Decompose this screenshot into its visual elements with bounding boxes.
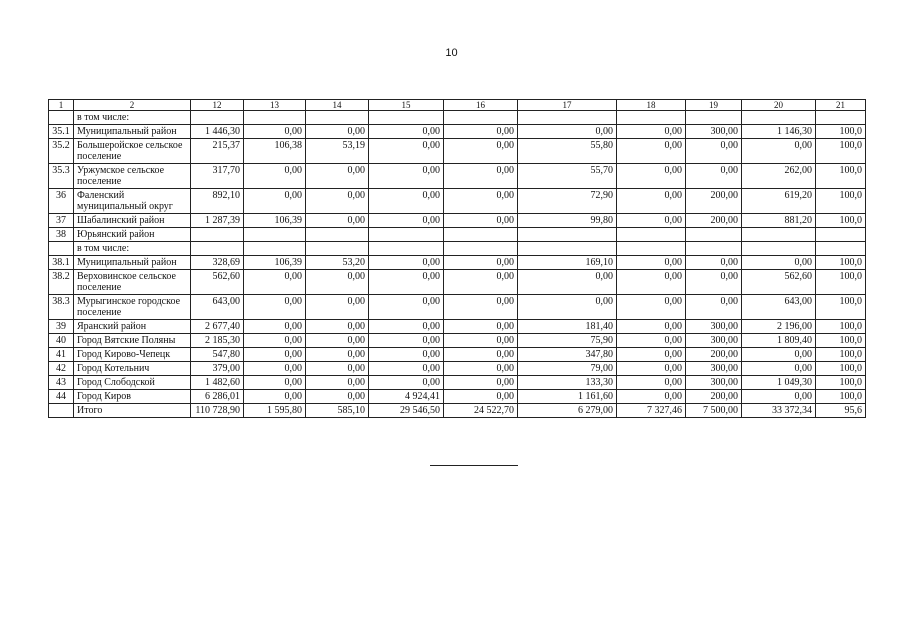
value-cell: 0,00 bbox=[244, 189, 306, 214]
value-cell: 547,80 bbox=[191, 348, 244, 362]
value-cell: 0,00 bbox=[244, 348, 306, 362]
value-cell: 0,00 bbox=[306, 295, 369, 320]
value-cell: 0,00 bbox=[518, 270, 617, 295]
value-cell: 300,00 bbox=[686, 376, 742, 390]
column-header: 1 bbox=[49, 100, 74, 111]
value-cell: 133,30 bbox=[518, 376, 617, 390]
value-cell bbox=[617, 228, 686, 242]
row-index-cell: 38.1 bbox=[49, 256, 74, 270]
value-cell bbox=[369, 111, 444, 125]
value-cell: 0,00 bbox=[444, 348, 518, 362]
value-cell: 0,00 bbox=[369, 256, 444, 270]
value-cell: 100,0 bbox=[816, 320, 866, 334]
row-name-cell: Город Киров bbox=[74, 390, 191, 404]
value-cell: 0,00 bbox=[369, 348, 444, 362]
value-cell: 0,00 bbox=[617, 376, 686, 390]
value-cell bbox=[191, 228, 244, 242]
value-cell: 0,00 bbox=[369, 376, 444, 390]
value-cell: 0,00 bbox=[444, 125, 518, 139]
column-header: 19 bbox=[686, 100, 742, 111]
value-cell: 0,00 bbox=[444, 295, 518, 320]
row-name-cell: в том числе: bbox=[74, 111, 191, 125]
value-cell: 99,80 bbox=[518, 214, 617, 228]
table-row bbox=[49, 334, 866, 348]
value-cell: 892,10 bbox=[191, 189, 244, 214]
value-cell: 0,00 bbox=[244, 295, 306, 320]
value-cell bbox=[306, 242, 369, 256]
value-cell: 585,10 bbox=[306, 404, 369, 418]
value-cell: 181,40 bbox=[518, 320, 617, 334]
value-cell: 100,0 bbox=[816, 390, 866, 404]
value-cell: 100,0 bbox=[816, 348, 866, 362]
value-cell: 0,00 bbox=[369, 125, 444, 139]
row-name-cell: Большеройское сельское поселение bbox=[74, 139, 191, 164]
row-index-cell: 37 bbox=[49, 214, 74, 228]
table-row bbox=[49, 189, 866, 214]
column-header: 12 bbox=[191, 100, 244, 111]
value-cell: 53,19 bbox=[306, 139, 369, 164]
value-cell: 55,70 bbox=[518, 164, 617, 189]
value-cell bbox=[518, 111, 617, 125]
value-cell: 0,00 bbox=[444, 320, 518, 334]
value-cell bbox=[191, 111, 244, 125]
value-cell: 328,69 bbox=[191, 256, 244, 270]
row-name-cell: Муниципальный район bbox=[74, 256, 191, 270]
value-cell: 0,00 bbox=[617, 334, 686, 348]
value-cell bbox=[742, 111, 816, 125]
value-cell: 643,00 bbox=[191, 295, 244, 320]
row-name-cell: Фаленский муниципальный округ bbox=[74, 189, 191, 214]
value-cell: 0,00 bbox=[444, 334, 518, 348]
value-cell: 0,00 bbox=[617, 139, 686, 164]
row-name-cell: Город Кирово-Чепецк bbox=[74, 348, 191, 362]
value-cell bbox=[617, 111, 686, 125]
value-cell: 0,00 bbox=[306, 214, 369, 228]
value-cell: 2 196,00 bbox=[742, 320, 816, 334]
value-cell: 0,00 bbox=[686, 270, 742, 295]
value-cell: 0,00 bbox=[617, 270, 686, 295]
value-cell bbox=[686, 228, 742, 242]
value-cell: 1 482,60 bbox=[191, 376, 244, 390]
row-index-cell: 44 bbox=[49, 390, 74, 404]
value-cell: 2 185,30 bbox=[191, 334, 244, 348]
value-cell: 0,00 bbox=[617, 390, 686, 404]
value-cell: 0,00 bbox=[617, 256, 686, 270]
row-index-cell: 38.2 bbox=[49, 270, 74, 295]
value-cell bbox=[816, 242, 866, 256]
value-cell: 6 279,00 bbox=[518, 404, 617, 418]
value-cell bbox=[306, 111, 369, 125]
value-cell: 7 500,00 bbox=[686, 404, 742, 418]
value-cell bbox=[369, 228, 444, 242]
row-index-cell: 42 bbox=[49, 362, 74, 376]
value-cell: 0,00 bbox=[306, 125, 369, 139]
row-index-cell: 43 bbox=[49, 376, 74, 390]
column-header: 20 bbox=[742, 100, 816, 111]
row-index-cell bbox=[49, 404, 74, 418]
value-cell: 106,39 bbox=[244, 256, 306, 270]
value-cell: 0,00 bbox=[306, 164, 369, 189]
column-header: 13 bbox=[244, 100, 306, 111]
value-cell: 2 677,40 bbox=[191, 320, 244, 334]
value-cell: 100,0 bbox=[816, 139, 866, 164]
value-cell: 262,00 bbox=[742, 164, 816, 189]
value-cell: 1 287,39 bbox=[191, 214, 244, 228]
table-row bbox=[49, 270, 866, 295]
table-row bbox=[49, 125, 866, 139]
value-cell bbox=[444, 242, 518, 256]
value-cell bbox=[686, 111, 742, 125]
row-name-cell: Верховинское сельское поселение bbox=[74, 270, 191, 295]
table-row bbox=[49, 214, 866, 228]
value-cell: 0,00 bbox=[369, 334, 444, 348]
value-cell: 0,00 bbox=[306, 334, 369, 348]
row-name-cell: Уржумское сельское поселение bbox=[74, 164, 191, 189]
value-cell: 0,00 bbox=[244, 125, 306, 139]
value-cell: 643,00 bbox=[742, 295, 816, 320]
value-cell: 0,00 bbox=[617, 348, 686, 362]
row-name-cell: Город Котельнич bbox=[74, 362, 191, 376]
value-cell: 1 809,40 bbox=[742, 334, 816, 348]
value-cell: 881,20 bbox=[742, 214, 816, 228]
value-cell: 200,00 bbox=[686, 189, 742, 214]
value-cell: 300,00 bbox=[686, 362, 742, 376]
value-cell: 0,00 bbox=[244, 376, 306, 390]
table-row bbox=[49, 404, 866, 418]
column-header: 17 bbox=[518, 100, 617, 111]
row-index-cell bbox=[49, 111, 74, 125]
table-row bbox=[49, 348, 866, 362]
value-cell bbox=[518, 228, 617, 242]
row-name-cell: Шабалинский район bbox=[74, 214, 191, 228]
value-cell: 0,00 bbox=[617, 320, 686, 334]
value-cell: 0,00 bbox=[617, 362, 686, 376]
value-cell: 347,80 bbox=[518, 348, 617, 362]
value-cell: 0,00 bbox=[369, 214, 444, 228]
table-row bbox=[49, 164, 866, 189]
value-cell: 169,10 bbox=[518, 256, 617, 270]
row-index-cell: 40 bbox=[49, 334, 74, 348]
value-cell bbox=[244, 242, 306, 256]
value-cell: 0,00 bbox=[617, 214, 686, 228]
value-cell: 0,00 bbox=[686, 164, 742, 189]
column-header: 16 bbox=[444, 100, 518, 111]
column-header: 2 bbox=[74, 100, 191, 111]
value-cell: 106,39 bbox=[244, 214, 306, 228]
value-cell: 75,90 bbox=[518, 334, 617, 348]
value-cell: 0,00 bbox=[742, 348, 816, 362]
value-cell: 100,0 bbox=[816, 125, 866, 139]
value-cell: 0,00 bbox=[369, 295, 444, 320]
value-cell: 0,00 bbox=[306, 362, 369, 376]
value-cell bbox=[742, 228, 816, 242]
value-cell: 562,60 bbox=[191, 270, 244, 295]
value-cell: 0,00 bbox=[444, 214, 518, 228]
value-cell: 0,00 bbox=[444, 270, 518, 295]
value-cell bbox=[742, 242, 816, 256]
value-cell: 0,00 bbox=[617, 125, 686, 139]
value-cell: 0,00 bbox=[244, 164, 306, 189]
value-cell: 100,0 bbox=[816, 295, 866, 320]
value-cell bbox=[191, 242, 244, 256]
value-cell: 100,0 bbox=[816, 256, 866, 270]
value-cell: 300,00 bbox=[686, 320, 742, 334]
value-cell: 0,00 bbox=[369, 164, 444, 189]
value-cell: 53,20 bbox=[306, 256, 369, 270]
value-cell: 0,00 bbox=[617, 189, 686, 214]
value-cell: 7 327,46 bbox=[617, 404, 686, 418]
value-cell: 0,00 bbox=[306, 270, 369, 295]
value-cell: 72,90 bbox=[518, 189, 617, 214]
table-row bbox=[49, 376, 866, 390]
value-cell bbox=[444, 228, 518, 242]
table-header-row bbox=[49, 100, 866, 111]
row-index-cell: 41 bbox=[49, 348, 74, 362]
table-row bbox=[49, 390, 866, 404]
value-cell: 200,00 bbox=[686, 390, 742, 404]
value-cell: 1 146,30 bbox=[742, 125, 816, 139]
row-name-cell: Город Вятские Поляны bbox=[74, 334, 191, 348]
value-cell: 0,00 bbox=[244, 362, 306, 376]
value-cell: 100,0 bbox=[816, 376, 866, 390]
value-cell: 4 924,41 bbox=[369, 390, 444, 404]
value-cell: 0,00 bbox=[369, 189, 444, 214]
row-name-cell: Муниципальный район bbox=[74, 125, 191, 139]
value-cell: 200,00 bbox=[686, 214, 742, 228]
table-body bbox=[49, 111, 866, 418]
value-cell: 100,0 bbox=[816, 362, 866, 376]
table-row bbox=[49, 139, 866, 164]
value-cell: 215,37 bbox=[191, 139, 244, 164]
row-name-cell: Яранский район bbox=[74, 320, 191, 334]
value-cell: 0,00 bbox=[617, 164, 686, 189]
value-cell: 0,00 bbox=[306, 320, 369, 334]
value-cell: 24 522,70 bbox=[444, 404, 518, 418]
value-cell: 1 446,30 bbox=[191, 125, 244, 139]
data-table bbox=[48, 99, 866, 418]
value-cell: 100,0 bbox=[816, 189, 866, 214]
row-index-cell: 38 bbox=[49, 228, 74, 242]
value-cell: 0,00 bbox=[518, 125, 617, 139]
value-cell: 95,6 bbox=[816, 404, 866, 418]
value-cell bbox=[369, 242, 444, 256]
value-cell: 0,00 bbox=[244, 270, 306, 295]
value-cell: 619,20 bbox=[742, 189, 816, 214]
value-cell: 0,00 bbox=[686, 295, 742, 320]
value-cell: 1 049,30 bbox=[742, 376, 816, 390]
value-cell: 0,00 bbox=[369, 270, 444, 295]
value-cell: 0,00 bbox=[742, 256, 816, 270]
value-cell: 0,00 bbox=[742, 362, 816, 376]
value-cell: 0,00 bbox=[444, 390, 518, 404]
value-cell: 100,0 bbox=[816, 334, 866, 348]
value-cell: 6 286,01 bbox=[191, 390, 244, 404]
column-header: 14 bbox=[306, 100, 369, 111]
row-index-cell: 35.3 bbox=[49, 164, 74, 189]
table-row bbox=[49, 256, 866, 270]
value-cell: 379,00 bbox=[191, 362, 244, 376]
row-index-cell: 39 bbox=[49, 320, 74, 334]
value-cell bbox=[816, 228, 866, 242]
value-cell: 0,00 bbox=[444, 376, 518, 390]
value-cell: 1 161,60 bbox=[518, 390, 617, 404]
row-index-cell bbox=[49, 242, 74, 256]
column-header: 18 bbox=[617, 100, 686, 111]
row-index-cell: 36 bbox=[49, 189, 74, 214]
value-cell: 0,00 bbox=[244, 390, 306, 404]
value-cell: 0,00 bbox=[686, 256, 742, 270]
value-cell: 562,60 bbox=[742, 270, 816, 295]
value-cell: 100,0 bbox=[816, 214, 866, 228]
value-cell: 110 728,90 bbox=[191, 404, 244, 418]
value-cell: 0,00 bbox=[306, 390, 369, 404]
value-cell bbox=[518, 242, 617, 256]
value-cell: 100,0 bbox=[816, 270, 866, 295]
row-name-cell: Юрьянский район bbox=[74, 228, 191, 242]
value-cell: 0,00 bbox=[369, 362, 444, 376]
value-cell: 0,00 bbox=[444, 164, 518, 189]
value-cell: 317,70 bbox=[191, 164, 244, 189]
column-header: 21 bbox=[816, 100, 866, 111]
table-row bbox=[49, 295, 866, 320]
value-cell: 0,00 bbox=[742, 139, 816, 164]
value-cell: 29 546,50 bbox=[369, 404, 444, 418]
row-index-cell: 38.3 bbox=[49, 295, 74, 320]
value-cell: 106,38 bbox=[244, 139, 306, 164]
table-row bbox=[49, 111, 866, 125]
value-cell: 300,00 bbox=[686, 334, 742, 348]
value-cell: 0,00 bbox=[686, 139, 742, 164]
row-name-cell: Город Слободской bbox=[74, 376, 191, 390]
value-cell bbox=[444, 111, 518, 125]
value-cell: 0,00 bbox=[306, 348, 369, 362]
value-cell: 0,00 bbox=[518, 295, 617, 320]
value-cell: 79,00 bbox=[518, 362, 617, 376]
value-cell: 55,80 bbox=[518, 139, 617, 164]
row-index-cell: 35.1 bbox=[49, 125, 74, 139]
row-index-cell: 35.2 bbox=[49, 139, 74, 164]
value-cell: 0,00 bbox=[444, 256, 518, 270]
row-name-cell: в том числе: bbox=[74, 242, 191, 256]
value-cell: 1 595,80 bbox=[244, 404, 306, 418]
footer-rule bbox=[430, 465, 518, 466]
value-cell bbox=[244, 111, 306, 125]
value-cell: 0,00 bbox=[244, 320, 306, 334]
table-row bbox=[49, 320, 866, 334]
value-cell: 0,00 bbox=[306, 189, 369, 214]
column-header: 15 bbox=[369, 100, 444, 111]
value-cell: 100,0 bbox=[816, 164, 866, 189]
value-cell: 0,00 bbox=[444, 139, 518, 164]
value-cell: 0,00 bbox=[444, 362, 518, 376]
value-cell: 33 372,34 bbox=[742, 404, 816, 418]
page-number: 10 bbox=[445, 47, 458, 59]
value-cell: 300,00 bbox=[686, 125, 742, 139]
value-cell: 0,00 bbox=[306, 376, 369, 390]
value-cell: 200,00 bbox=[686, 348, 742, 362]
value-cell bbox=[244, 228, 306, 242]
value-cell: 0,00 bbox=[742, 390, 816, 404]
row-name-cell: Итого bbox=[74, 404, 191, 418]
value-cell: 0,00 bbox=[617, 295, 686, 320]
value-cell: 0,00 bbox=[444, 189, 518, 214]
value-cell bbox=[816, 111, 866, 125]
table-row bbox=[49, 228, 866, 242]
value-cell: 0,00 bbox=[369, 139, 444, 164]
table-row bbox=[49, 362, 866, 376]
value-cell: 0,00 bbox=[369, 320, 444, 334]
value-cell bbox=[686, 242, 742, 256]
table-row bbox=[49, 242, 866, 256]
row-name-cell: Мурыгинское городское поселение bbox=[74, 295, 191, 320]
value-cell bbox=[306, 228, 369, 242]
value-cell: 0,00 bbox=[244, 334, 306, 348]
value-cell bbox=[617, 242, 686, 256]
